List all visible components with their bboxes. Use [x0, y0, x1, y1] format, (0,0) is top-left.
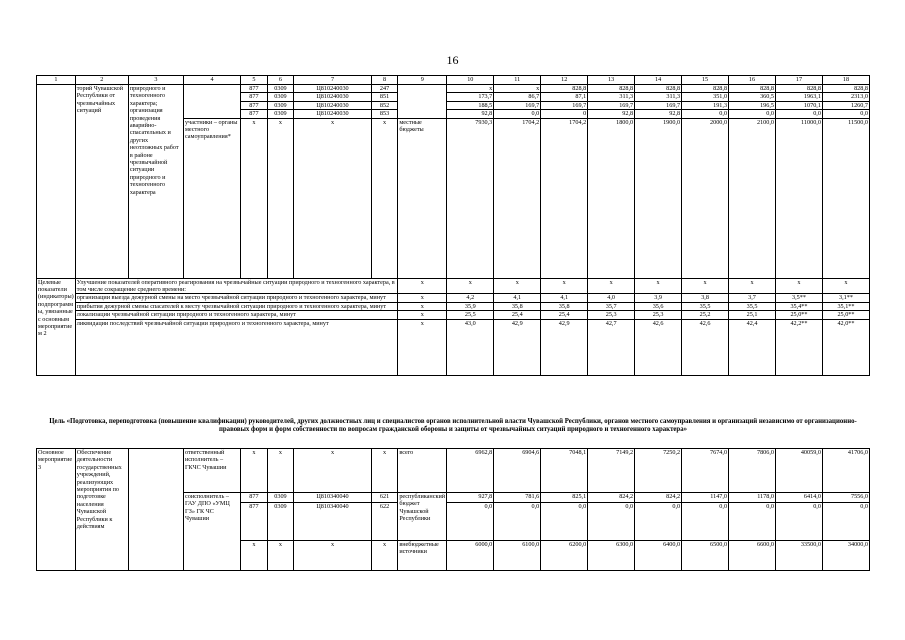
- year-value: 7930,3: [447, 118, 494, 278]
- target-value: 25,0**: [775, 311, 822, 319]
- target-indicator: Улучшение показателей оперативного реагирования на чрезвычайные ситуации природного и техногенного характера, в том числе сокращение среднего времени:: [75, 278, 398, 294]
- column-number: 13: [588, 76, 635, 85]
- code-grbs: x: [241, 449, 268, 493]
- year-value: 34000,0: [822, 541, 869, 571]
- code-expense: x: [371, 118, 398, 278]
- target-value: 35,7: [588, 302, 635, 310]
- target-value: 42,9: [494, 319, 541, 375]
- funding-source: местные бюджеты: [398, 118, 447, 278]
- target-value: x: [635, 278, 682, 294]
- column-number: 2: [75, 76, 128, 85]
- code-expense: 852: [371, 101, 398, 109]
- year-value: 351,0: [682, 93, 729, 101]
- year-value: 0,0: [682, 110, 729, 118]
- source-empty-cell: [398, 85, 447, 119]
- target-value: 35,1**: [822, 302, 869, 310]
- target-indicator: ликвидации последствий чрезвычайной ситуации природного и техногенного характера, минут: [75, 319, 398, 375]
- code-expense: 247: [371, 85, 398, 93]
- target-value: 4,0: [588, 294, 635, 302]
- budget-table-lower: [36, 448, 870, 571]
- year-value: 824,2: [588, 493, 635, 503]
- goal-heading: Цель «Подготовка, переподготовка (повышение квалификации) руководителей, других должностных лиц и специалистов органов исполнительной власти Чувашской Республики, органов местного самоуправления и организаций независимо от организационно-правовых форм и форм собственности по вопросам гражданской обороны и защиты от чрезвычайных ситуаций природного и техногенного характера»: [49, 418, 857, 434]
- code-section: 0309: [267, 493, 294, 503]
- year-value: 6500,0: [682, 541, 729, 571]
- year-value: 7806,0: [729, 449, 776, 493]
- year-value: 92,8: [635, 110, 682, 118]
- code-section: x: [267, 118, 294, 278]
- target-value: 42,4: [729, 319, 776, 375]
- year-value: 828,8: [822, 85, 869, 93]
- year-value: 2100,0: [729, 118, 776, 278]
- code-grbs: 877: [241, 503, 268, 541]
- year-value: 1260,7: [822, 101, 869, 109]
- year-value: 6200,0: [541, 541, 588, 571]
- column-number: 16: [729, 76, 776, 85]
- code-expense: 621: [371, 493, 398, 503]
- year-value: 7149,2: [588, 449, 635, 493]
- year-value: 828,8: [775, 85, 822, 93]
- year-value: 824,2: [635, 493, 682, 503]
- target-value: 35,5: [729, 302, 776, 310]
- budget-table-upper: [36, 75, 870, 376]
- year-value: 6400,0: [635, 541, 682, 571]
- target-value: 42,6: [682, 319, 729, 375]
- year-value: 11500,0: [822, 118, 869, 278]
- funding-source: республиканский бюджет Чувашской Республики: [398, 493, 447, 541]
- year-value: 169,7: [494, 101, 541, 109]
- column-number: 4: [183, 76, 240, 85]
- target-value: 42,6: [635, 319, 682, 375]
- code-section: 0309: [267, 93, 294, 101]
- year-value: 828,8: [588, 85, 635, 93]
- year-value: 1704,2: [541, 118, 588, 278]
- target-unit: x: [398, 311, 447, 319]
- year-value: 828,8: [541, 85, 588, 93]
- year-value: 0,0: [447, 503, 494, 541]
- target-value: 3,1**: [822, 294, 869, 302]
- code-section: 0309: [267, 101, 294, 109]
- target-value: 25,4: [541, 311, 588, 319]
- year-value: 360,5: [729, 93, 776, 101]
- year-value: 40059,0: [775, 449, 822, 493]
- year-value: 169,7: [541, 101, 588, 109]
- target-indicator: прибытия дежурной смены спасателей к месту чрезвычайной ситуации природного и техногенного характера, минут: [75, 302, 398, 310]
- column-number: 8: [371, 76, 398, 85]
- year-value: 1704,2: [494, 118, 541, 278]
- code-section: 0309: [267, 503, 294, 541]
- target-unit: x: [398, 278, 447, 294]
- year-value: 0,0: [682, 503, 729, 541]
- code-grbs: 877: [241, 110, 268, 118]
- year-value: 6000,0: [447, 541, 494, 571]
- column-number: 11: [494, 76, 541, 85]
- year-value: 2000,0: [682, 118, 729, 278]
- year-value: x: [447, 85, 494, 93]
- year-value: 828,8: [682, 85, 729, 93]
- year-value: 2313,0: [822, 93, 869, 101]
- target-value: x: [541, 278, 588, 294]
- target-value: 35,5: [682, 302, 729, 310]
- year-value: 311,3: [635, 93, 682, 101]
- code-target: Ц810240030: [294, 93, 372, 101]
- target-value: 3,8: [682, 294, 729, 302]
- year-value: 828,8: [729, 85, 776, 93]
- target-value: x: [447, 278, 494, 294]
- column-number: 9: [398, 76, 447, 85]
- target-value: 3,7: [729, 294, 776, 302]
- target-row: [37, 302, 870, 310]
- target-value: x: [494, 278, 541, 294]
- code-grbs: 877: [241, 101, 268, 109]
- target-unit: x: [398, 319, 447, 375]
- target-value: x: [775, 278, 822, 294]
- year-value: 33500,0: [775, 541, 822, 571]
- target-unit: x: [398, 302, 447, 310]
- code-target: x: [294, 449, 372, 493]
- code-target: Ц810240030: [294, 101, 372, 109]
- year-value: 173,7: [447, 93, 494, 101]
- measure-description: Обеспечение деятельности государственных учреждений, реализующих мероприятия по подготовке населения Чувашской Республики к действиям: [75, 449, 128, 571]
- target-value: x: [822, 278, 869, 294]
- column-number: 3: [128, 76, 183, 85]
- code-section: 0309: [267, 85, 294, 93]
- year-value: 191,3: [682, 101, 729, 109]
- year-value: 0,0: [588, 503, 635, 541]
- year-value: 87,1: [541, 93, 588, 101]
- target-value: 35,6: [635, 302, 682, 310]
- page-number: 16: [446, 53, 459, 67]
- responsible-executor: ответственный исполнитель – ГКЧС Чувашии: [183, 449, 240, 493]
- target-value: 35,8: [494, 302, 541, 310]
- code-section: x: [267, 541, 294, 571]
- table-row: [37, 85, 870, 93]
- target-value: 35,4**: [775, 302, 822, 310]
- column-number: 1: [37, 76, 76, 85]
- target-value: 25,4: [494, 311, 541, 319]
- code-target: x: [294, 118, 372, 278]
- empty-cell: [128, 449, 183, 571]
- year-value: 169,7: [635, 101, 682, 109]
- year-value: 0,0: [541, 503, 588, 541]
- target-row: [37, 294, 870, 302]
- target-row: [37, 319, 870, 375]
- year-value: 1800,0: [588, 118, 635, 278]
- year-value: 927,8: [447, 493, 494, 503]
- target-value: x: [682, 278, 729, 294]
- code-grbs: x: [241, 541, 268, 571]
- column-number: 14: [635, 76, 682, 85]
- year-value: 1900,0: [635, 118, 682, 278]
- target-value: 43,0: [447, 319, 494, 375]
- year-value: 6600,0: [729, 541, 776, 571]
- code-target: Ц810340040: [294, 503, 372, 541]
- target-value: 35,8: [541, 302, 588, 310]
- year-value: 188,5: [447, 101, 494, 109]
- code-expense: 853: [371, 110, 398, 118]
- year-value: 0,0: [635, 503, 682, 541]
- merged-empty-cell: [37, 85, 76, 279]
- target-value: 4,2: [447, 294, 494, 302]
- year-value: 781,6: [494, 493, 541, 503]
- target-unit: x: [398, 294, 447, 302]
- target-value: 25,0**: [822, 311, 869, 319]
- year-value: 0,0: [729, 110, 776, 118]
- year-value: 11000,0: [775, 118, 822, 278]
- year-value: 1070,1: [775, 101, 822, 109]
- code-grbs: 877: [241, 93, 268, 101]
- year-value: 0: [541, 110, 588, 118]
- column-number: 15: [682, 76, 729, 85]
- target-value: 3,9: [635, 294, 682, 302]
- target-value: 42,9: [541, 319, 588, 375]
- year-value: 0,0: [775, 110, 822, 118]
- target-value: 42,2**: [775, 319, 822, 375]
- code-expense: 622: [371, 503, 398, 541]
- funding-source: внебюджетные источники: [398, 541, 447, 571]
- target-value: 3,5**: [775, 294, 822, 302]
- year-value: 6414,0: [775, 493, 822, 503]
- code-section: 0309: [267, 110, 294, 118]
- year-value: 6300,0: [588, 541, 635, 571]
- year-value: 0,0: [494, 503, 541, 541]
- target-value: 4,1: [541, 294, 588, 302]
- column-number: 12: [541, 76, 588, 85]
- code-grbs: x: [241, 118, 268, 278]
- year-value: 7674,0: [682, 449, 729, 493]
- code-expense: x: [371, 541, 398, 571]
- column-number: 18: [822, 76, 869, 85]
- target-value: 25,5: [447, 311, 494, 319]
- code-target: x: [294, 541, 372, 571]
- target-indicator: локализации чрезвычайной ситуации природного и техногенного характера, минут: [75, 311, 398, 319]
- column-number: 6: [267, 76, 294, 85]
- year-value: 1147,0: [682, 493, 729, 503]
- year-value: 41706,0: [822, 449, 869, 493]
- year-value: 0,0: [729, 503, 776, 541]
- target-value: x: [729, 278, 776, 294]
- code-section: x: [267, 449, 294, 493]
- table-row: [37, 449, 870, 493]
- year-value: 311,3: [588, 93, 635, 101]
- funding-source: всего: [398, 449, 447, 493]
- year-value: 6962,8: [447, 449, 494, 493]
- target-value: 4,1: [494, 294, 541, 302]
- year-value: 1178,0: [729, 493, 776, 503]
- target-value: 25,1: [729, 311, 776, 319]
- year-value: 828,8: [635, 85, 682, 93]
- year-value: 0,0: [494, 110, 541, 118]
- code-target: Ц810340040: [294, 493, 372, 503]
- year-value: 86,7: [494, 93, 541, 101]
- measure-detail: природного и техногенного характера; организация проведения аварийно-спасательных и других неотложных работ в районе чрезвычайной ситуации природного и техногенного характера: [128, 85, 183, 279]
- measure-description: торий Чувашской Республики от чрезвычайных ситуаций: [75, 85, 128, 279]
- year-value: 6904,6: [494, 449, 541, 493]
- year-value: 7048,1: [541, 449, 588, 493]
- executor-empty-cell: [183, 85, 240, 119]
- year-value: 7250,2: [635, 449, 682, 493]
- main-measure-label: Основное мероприятие 3: [37, 449, 76, 571]
- code-grbs: 877: [241, 493, 268, 503]
- year-value: x: [494, 85, 541, 93]
- target-value: 25,3: [588, 311, 635, 319]
- target-value: 25,2: [682, 311, 729, 319]
- year-value: 1963,1: [775, 93, 822, 101]
- year-value: 169,7: [588, 101, 635, 109]
- code-expense: x: [371, 449, 398, 493]
- code-grbs: 877: [241, 85, 268, 93]
- year-value: 0,0: [822, 503, 869, 541]
- target-indicator: организации выезда дежурной смены на место чрезвычайной ситуации природного и техногенного характера, минут: [75, 294, 398, 302]
- column-number: 17: [775, 76, 822, 85]
- year-value: 0,0: [775, 503, 822, 541]
- year-value: 196,5: [729, 101, 776, 109]
- year-value: 92,8: [447, 110, 494, 118]
- targets-label: Целевые показатели (индикаторы) подпрограммы, увязанные с основным мероприятием 2: [37, 278, 76, 375]
- code-target: Ц810240030: [294, 110, 372, 118]
- target-value: 42,0**: [822, 319, 869, 375]
- executor-cell: участники – органы местного самоуправления*: [183, 118, 240, 278]
- code-expense: 851: [371, 93, 398, 101]
- target-value: 35,9: [447, 302, 494, 310]
- year-value: 6100,0: [494, 541, 541, 571]
- year-value: 0,0: [822, 110, 869, 118]
- code-target: Ц810240030: [294, 85, 372, 93]
- year-value: 7556,0: [822, 493, 869, 503]
- target-value: 42,7: [588, 319, 635, 375]
- target-value: x: [588, 278, 635, 294]
- target-row: [37, 278, 870, 294]
- target-row: [37, 311, 870, 319]
- column-number: 7: [294, 76, 372, 85]
- year-value: 825,1: [541, 493, 588, 503]
- year-value: 92,8: [588, 110, 635, 118]
- target-value: 25,3: [635, 311, 682, 319]
- column-number: 5: [241, 76, 268, 85]
- co-executor: соисполнитель – ГАУ ДПО «УМЦ ГЗ» ГК ЧС Чувашии: [183, 493, 240, 571]
- column-number: 10: [447, 76, 494, 85]
